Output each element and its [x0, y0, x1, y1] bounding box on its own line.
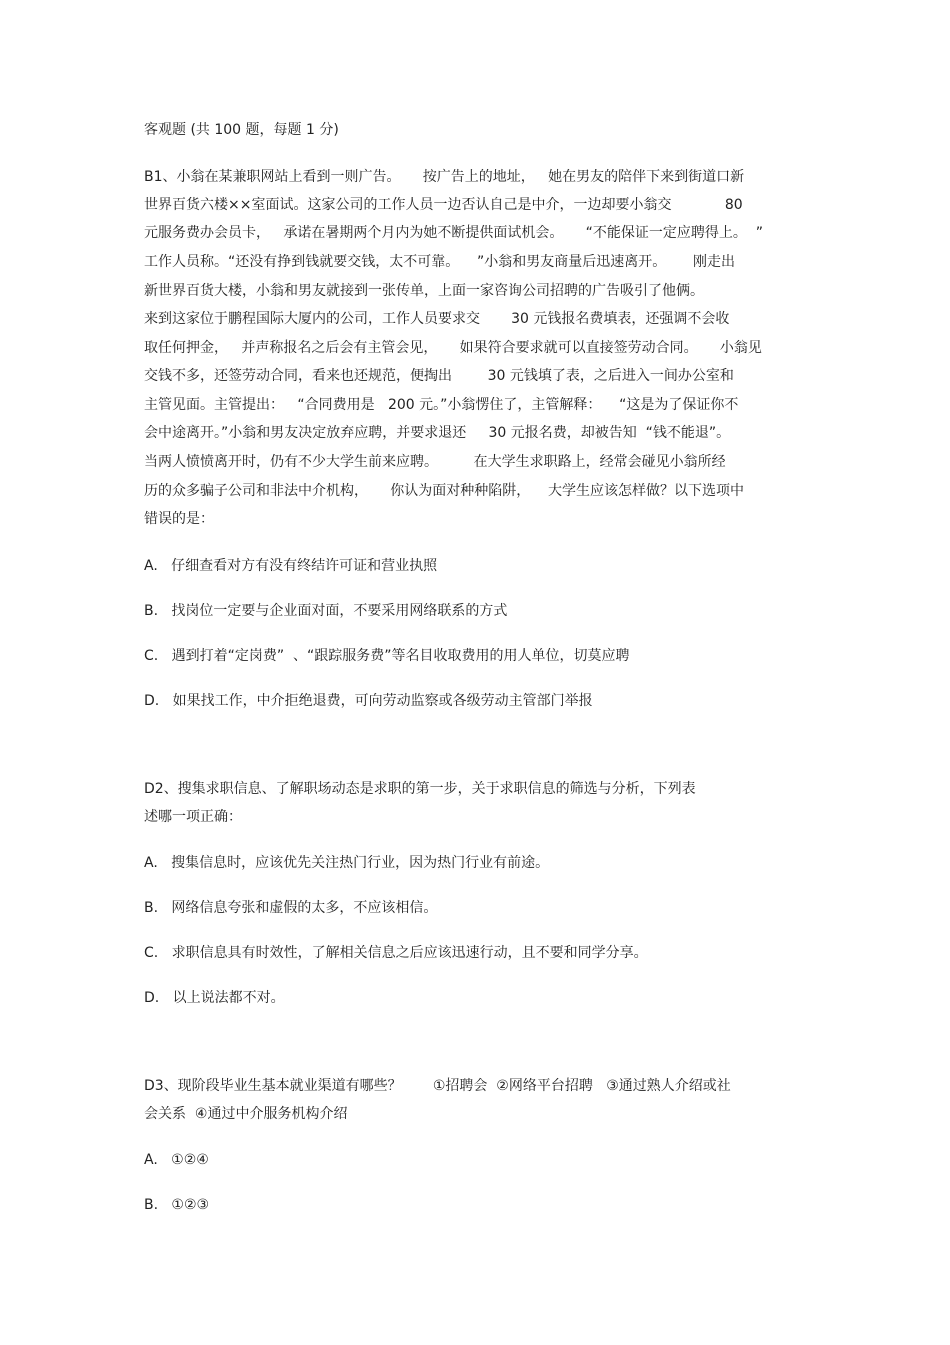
question-text-line: 来到这家位于鹏程国际大厦内的公司，工作人员要求交 30 元钱报名费填表，还强调不会收	[144, 311, 730, 327]
question-text-line: 述哪一项正确：	[144, 809, 242, 825]
option-text: 如果找工作，中介拒绝退费，可向劳动监察或各级劳动主管部门举报	[172, 693, 593, 709]
option-a	[144, 1151, 209, 1169]
option-text: 找岗位一定要与企业面对面，不要采用网络联系的方式	[171, 603, 508, 619]
option-letter: B.	[144, 1197, 159, 1213]
option-a	[144, 557, 437, 575]
option-text: 搜集信息时，应该优先关注热门行业，因为热门行业有前途。	[171, 855, 550, 871]
option-b	[144, 899, 437, 917]
option-a	[144, 854, 549, 872]
question-text-line: 当两人愤愤离开时，仍有不少大学生前来应聘。 在大学生求职路上，经常会碰见小翁所经	[144, 454, 726, 470]
option-d	[144, 692, 593, 710]
option-letter: A.	[144, 1152, 158, 1168]
question-text-line: 历的众多骗子公司和非法中介机构， 你认为面对种种陷阱， 大学生应该怎样做？以下选项中	[144, 483, 745, 499]
option-letter: D.	[144, 990, 160, 1006]
option-text: 以上说法都不对。	[172, 990, 285, 1006]
question-text-line: 工作人员称。“还没有挣到钱就要交钱，太不可靠。 ”小翁和男友商量后迅速离开。 刚走出	[144, 254, 736, 270]
question-text-line: B1、小翁在某兼职网站上看到一则广告。 按广告上的地址， 她在男友的陪伴下来到街道口新	[144, 169, 745, 185]
option-c	[144, 647, 630, 665]
option-letter: A.	[144, 558, 158, 574]
option-b	[144, 1196, 209, 1214]
option-letter: D.	[144, 693, 160, 709]
question-text-line: 会中途离开。”小翁和男友决定放弃应聘，并要求退还 30 元报名费，却被告知 “钱不能退”。	[144, 425, 731, 441]
option-b	[144, 602, 507, 620]
option-text: 遇到打着“定岗费” 、“跟踪服务费”等名目收取费用的用人单位，切莫应聘	[171, 648, 630, 664]
question-text-line: 元服务费办会员卡， 承诺在暑期两个月内为她不断提供面试机会。 “不能保证一定应聘得上。 ”	[144, 225, 764, 241]
option-letter: A.	[144, 855, 158, 871]
option-letter: B.	[144, 603, 159, 619]
option-letter: C.	[144, 945, 159, 961]
option-text: 网络信息夸张和虚假的太多，不应该相信。	[171, 900, 438, 916]
question-text-line: 世界百货六楼××室面试。这家公司的工作人员一边否认自己是中介，一边却要小翁交 80	[144, 197, 743, 213]
option-d	[144, 989, 285, 1007]
option-text: 求职信息具有时效性，了解相关信息之后应该迅速行动，且不要和同学分享。	[171, 945, 648, 961]
question-text-line: 取任何押金， 并声称报名之后会有主管会见， 如果符合要求就可以直接签劳动合同。 小翁见	[144, 340, 762, 356]
option-text: 仔细查看对方有没有终结许可证和营业执照	[171, 558, 438, 574]
question-text-line: 会关系 ④通过中介服务机构介绍	[144, 1106, 348, 1122]
question-text-line: 错误的是：	[144, 511, 214, 527]
option-c	[144, 944, 648, 962]
option-letter: C.	[144, 648, 159, 664]
option-text: ①②④	[171, 1152, 209, 1168]
option-text: ①②③	[171, 1197, 210, 1213]
question-text-line: 交钱不多，还签劳动合同，看来也还规范，便掏出 30 元钱填了表，之后进入一间办公室和	[144, 368, 734, 384]
question-text-line: D3、现阶段毕业生基本就业渠道有哪些？ ①招聘会 ②网络平台招聘 ③通过熟人介绍或社	[144, 1078, 731, 1094]
section-title: 客观题 (共 100 题，每题 1 分)	[144, 122, 339, 138]
question-text-line: 主管见面。主管提出： “合同费用是 200 元。”小翁愣住了，主管解释： “这是为了保证你不	[144, 397, 739, 413]
question-text-line: D2、搜集求职信息、了解职场动态是求职的第一步，关于求职信息的筛选与分析，下列表	[144, 781, 696, 797]
question-text-line: 新世界百货大楼，小翁和男友就接到一张传单，上面一家咨询公司招聘的广告吸引了他俩。	[144, 283, 704, 299]
option-letter: B.	[144, 900, 159, 916]
